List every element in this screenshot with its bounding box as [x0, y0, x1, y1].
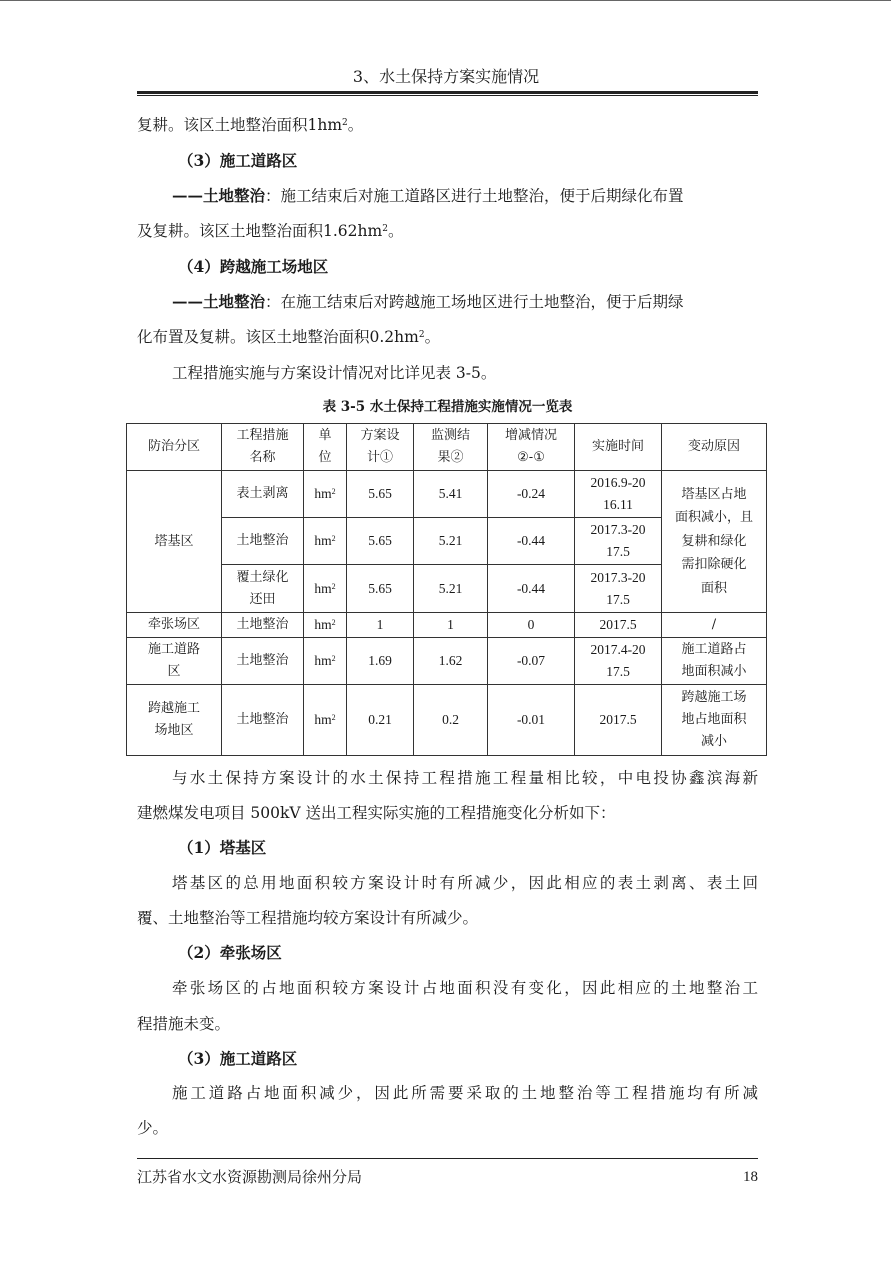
table-caption: 表 3-5 水土保持工程措施实施情况一览表 [322, 399, 573, 415]
plan-cell: 5.65 [347, 471, 414, 518]
plan-cell: 0.21 [347, 685, 414, 756]
measure-cell: 土地整治 [222, 685, 304, 756]
time-cell: 2016.9-20 16.11 [575, 471, 662, 518]
col-header-unit: 单 位 [304, 424, 347, 471]
unit-cell: $hm^2$ [304, 565, 347, 613]
page-number: 18 [743, 1169, 758, 1185]
monitor-cell: 1.62 [414, 638, 488, 685]
paragraph-line: 少。 [137, 1119, 169, 1137]
time-cell: 2017.4-20 17.5 [575, 638, 662, 685]
monitor-cell: 0.2 [414, 685, 488, 756]
monitor-cell: 5.21 [414, 565, 488, 613]
paragraph-line: 施工道路占地面积减少，因此所需要采取的土地整治等工程措施均有所减 [172, 1084, 758, 1102]
monitor-cell: 1 [414, 613, 488, 638]
measure-cell: 土地整治 [222, 518, 304, 565]
paragraph-line: 牵张场区的占地面积较方案设计占地面积没有变化，因此相应的土地整治工 [172, 979, 758, 997]
col-header-plan: 方案设 计① [347, 424, 414, 471]
unit-cell: $hm^2$ [304, 518, 347, 565]
time-cell: 2017.5 [575, 613, 662, 638]
measures-table [126, 423, 767, 756]
measure-cell: 土地整治 [222, 613, 304, 638]
change-cell: -0.44 [488, 518, 575, 565]
unit-cell: $hm^2$ [304, 613, 347, 638]
zone-cell: 牵张场区 [127, 613, 222, 638]
zone-cell: 塔基区 [127, 471, 222, 613]
change-cell: -0.01 [488, 685, 575, 756]
section-heading: （1）塔基区 [178, 838, 267, 857]
paragraph-line: ——土地整治：施工结束后对施工道路区进行土地整治，便于后期绿化布置 [172, 186, 684, 205]
reason-cell: 施工道路占 地面积减小 [662, 638, 767, 685]
header-rule-thin [137, 95, 758, 96]
col-header-zone: 防治分区 [127, 424, 222, 471]
unit-cell: $hm^2$ [304, 471, 347, 518]
section-heading: （3）施工道路区 [178, 1049, 298, 1068]
change-cell: -0.07 [488, 638, 575, 685]
col-header-measure: 工程措施 名称 [222, 424, 304, 471]
plan-cell: 5.65 [347, 518, 414, 565]
zone-cell: 跨越施工 场地区 [127, 685, 222, 756]
paragraph-line: 塔基区的总用地面积较方案设计时有所减少，因此相应的表土剥离、表土回 [172, 874, 758, 892]
change-cell: -0.24 [488, 471, 575, 518]
col-header-change: 增减情况 ②-① [488, 424, 575, 471]
header-rule-thick [137, 91, 758, 94]
monitor-cell: 5.21 [414, 518, 488, 565]
unit-cell: $hm^2$ [304, 685, 347, 756]
paragraph-line: 及复耕。该区土地整治面积$1.62hm^2$。 [137, 222, 404, 240]
table-header-row [127, 424, 767, 471]
footer-organization: 江苏省水文水资源勘测局徐州分局 [137, 1168, 363, 1186]
plan-cell: 5.65 [347, 565, 414, 613]
time-cell: 2017.3-20 17.5 [575, 565, 662, 613]
table-row [127, 613, 767, 638]
paragraph-line: 覆、土地整治等工程措施均较方案设计有所减少。 [137, 909, 479, 927]
table-row [127, 638, 767, 685]
measure-cell: 表土剥离 [222, 471, 304, 518]
reason-cell: 塔基区占地 面积减小，且 复耕和绿化 需扣除硬化 面积 [662, 471, 767, 613]
table-row [127, 471, 767, 518]
table-row [127, 685, 767, 756]
plan-cell: 1.69 [347, 638, 414, 685]
paragraph-line: 建燃煤发电项目 500kV 送出工程实际实施的工程措施变化分析如下： [137, 804, 616, 822]
plan-cell: 1 [347, 613, 414, 638]
footer-rule [137, 1158, 758, 1159]
paragraph-line: 与水土保持方案设计的水土保持工程措施工程量相比较，中电投协鑫滨海新 [172, 769, 758, 787]
change-cell: -0.44 [488, 565, 575, 613]
time-cell: 2017.3-20 17.5 [575, 518, 662, 565]
change-cell: 0 [488, 613, 575, 638]
section-heading: （3）施工道路区 [178, 151, 298, 170]
measure-cell: 覆土绿化 还田 [222, 565, 304, 613]
col-header-reason: 变动原因 [662, 424, 767, 471]
reason-cell: 跨越施工场 地占地面积 减小 [662, 685, 767, 756]
page-top-border [0, 0, 891, 1]
running-header-title: 3、水土保持方案实施情况 [352, 67, 540, 86]
col-header-monitor: 监测结 果② [414, 424, 488, 471]
monitor-cell: 5.41 [414, 471, 488, 518]
section-heading: （4）跨越施工场地区 [178, 257, 329, 276]
paragraph-line: 化布置及复耕。该区土地整治面积$0.2hm^2$。 [137, 328, 441, 346]
paragraph-line: 程措施未变。 [137, 1015, 231, 1033]
col-header-time: 实施时间 [575, 424, 662, 471]
paragraph-line: ——土地整治：在施工结束后对跨越施工场地区进行土地整治，便于后期绿 [172, 292, 684, 311]
time-cell: 2017.5 [575, 685, 662, 756]
reason-cell: / [662, 613, 767, 638]
zone-cell: 施工道路 区 [127, 638, 222, 685]
paragraph-line: 复耕。该区土地整治面积$1hm^2$。 [137, 116, 364, 134]
section-heading: （2）牵张场区 [178, 943, 282, 962]
unit-cell: $hm^2$ [304, 638, 347, 685]
measure-cell: 土地整治 [222, 638, 304, 685]
paragraph-line: 工程措施实施与方案设计情况对比详见表 3-5。 [172, 364, 497, 382]
